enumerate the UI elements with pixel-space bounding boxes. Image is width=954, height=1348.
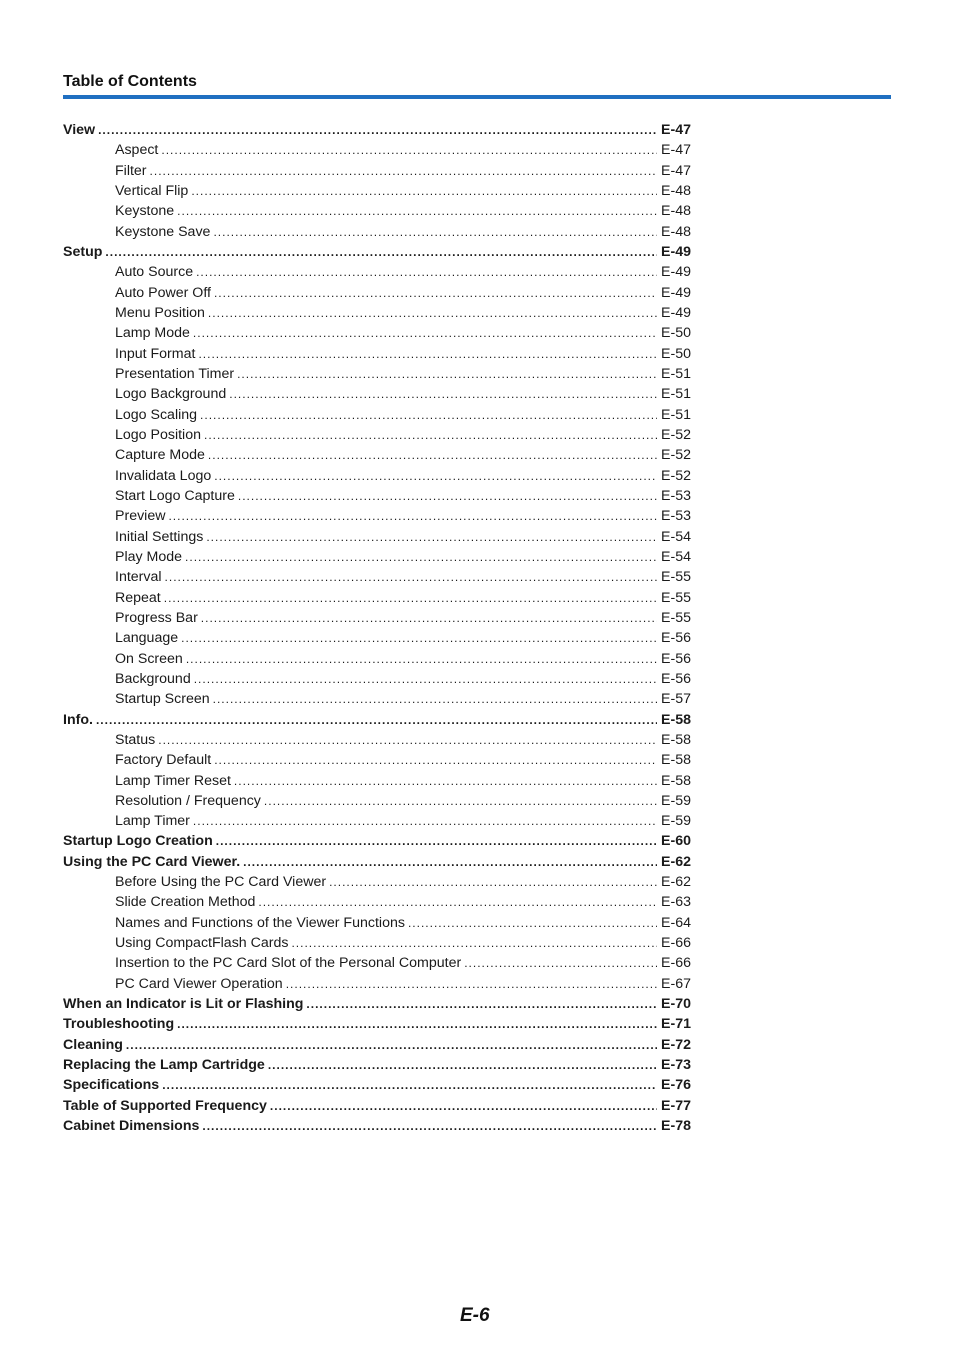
toc-entry-page: E-53 [661, 487, 691, 504]
toc-entry-page: E-60 [661, 833, 691, 850]
toc-subsection-entry[interactable] [63, 364, 691, 384]
toc-subsection-entry[interactable] [63, 771, 691, 791]
toc-entry-page: E-58 [661, 731, 691, 748]
toc-entry-label: Start Logo Capture [115, 487, 235, 504]
dot-leader [234, 771, 657, 791]
toc-entry-label: On Screen [115, 650, 183, 667]
toc-subsection-entry[interactable] [63, 750, 691, 770]
dot-leader [306, 994, 657, 1014]
dot-leader [214, 750, 657, 770]
toc-entry-page: E-51 [661, 406, 691, 423]
toc-entry-label: Menu Position [115, 304, 205, 321]
toc-entry-label: Input Format [115, 345, 196, 362]
dot-leader [238, 486, 657, 506]
toc-entry-page: E-49 [661, 264, 691, 281]
toc-entry-label: Keystone Save [115, 223, 211, 240]
toc-entry-label: Before Using the PC Card Viewer [115, 874, 327, 891]
toc-entry-page: E-58 [661, 752, 691, 769]
toc-entry-label: Info. [63, 711, 93, 728]
toc-entry-page: E-50 [661, 345, 691, 362]
toc-section-entry[interactable] [63, 1096, 691, 1116]
toc-entry-label: Keystone [115, 203, 175, 220]
toc-subsection-entry[interactable] [63, 649, 691, 669]
toc-subsection-entry[interactable] [63, 445, 691, 465]
toc-subsection-entry[interactable] [63, 953, 691, 973]
toc-entry-page: E-53 [661, 508, 691, 525]
dot-leader [181, 628, 657, 648]
toc-entry-page: E-71 [661, 1016, 691, 1033]
toc-entry-page: E-59 [661, 813, 691, 830]
toc-entry-label: Progress Bar [115, 609, 198, 626]
toc-subsection-entry[interactable] [63, 892, 691, 912]
toc-subsection-entry[interactable] [63, 262, 691, 282]
toc-entry-page: E-56 [661, 650, 691, 667]
toc-subsection-entry[interactable] [63, 344, 691, 364]
toc-entry-label: Lamp Timer [115, 813, 190, 830]
toc-subsection-entry[interactable] [63, 222, 691, 242]
dot-leader [214, 466, 657, 486]
toc-entry-page: E-47 [661, 142, 691, 159]
toc-entry-page: E-62 [661, 853, 691, 870]
dot-leader [185, 547, 657, 567]
toc-entry-page: E-49 [661, 243, 691, 260]
toc-subsection-entry[interactable] [63, 689, 691, 709]
dot-leader [96, 710, 657, 730]
toc-entry-page: E-64 [661, 914, 691, 931]
toc-entry-page: E-52 [661, 447, 691, 464]
dot-leader [237, 364, 657, 384]
toc-entry-page: E-52 [661, 467, 691, 484]
toc-entry-page: E-47 [661, 162, 691, 179]
toc-entry-label: Troubleshooting [63, 1016, 175, 1033]
dot-leader [216, 831, 657, 851]
toc-entry-label: Aspect [115, 142, 159, 159]
dot-leader [177, 201, 657, 221]
toc-subsection-entry[interactable] [63, 323, 691, 343]
dot-leader [201, 608, 657, 628]
toc-entry-page: E-49 [661, 284, 691, 301]
dot-leader [229, 384, 657, 404]
toc-subsection-entry[interactable] [63, 669, 691, 689]
toc-entry-page: E-55 [661, 589, 691, 606]
toc-subsection-entry[interactable] [63, 588, 691, 608]
toc-subsection-entry[interactable] [63, 405, 691, 425]
dot-leader [150, 161, 658, 181]
dot-leader [186, 649, 657, 669]
toc-section-entry[interactable] [63, 831, 691, 851]
toc-entry-page: E-50 [661, 325, 691, 342]
toc-section-entry[interactable] [63, 994, 691, 1014]
toc-entry-label: Auto Source [115, 264, 194, 281]
dot-leader [204, 425, 657, 445]
dot-leader [213, 222, 657, 242]
toc-entry-page: E-62 [661, 874, 691, 891]
toc-section-entry[interactable] [63, 120, 691, 140]
toc-entry-page: E-77 [661, 1097, 691, 1114]
page-number: E-6 [460, 1305, 490, 1326]
toc-entry-label: Table of Supported Frequency [63, 1097, 267, 1114]
toc-entry-label: Lamp Mode [115, 325, 190, 342]
dot-leader [193, 811, 657, 831]
toc-entry-label: Using the PC Card Viewer. [63, 853, 241, 870]
toc-subsection-entry[interactable] [63, 872, 691, 892]
dot-leader [194, 669, 657, 689]
toc-subsection-entry[interactable] [63, 140, 691, 160]
toc-entry-page: E-51 [661, 386, 691, 403]
dot-leader [105, 242, 657, 262]
toc-subsection-entry[interactable] [63, 527, 691, 547]
toc-entry-label: Resolution / Frequency [115, 792, 261, 809]
dot-leader [408, 913, 657, 933]
toc-entry-page: E-55 [661, 609, 691, 626]
dot-leader [208, 445, 657, 465]
dot-leader [268, 1055, 657, 1075]
toc-subsection-entry[interactable] [63, 974, 691, 994]
toc-entry-page: E-70 [661, 996, 691, 1013]
toc-entry-label: Repeat [115, 589, 161, 606]
toc-entry-label: Lamp Timer Reset [115, 772, 231, 789]
toc-subsection-entry[interactable] [63, 547, 691, 567]
toc-entry-page: E-55 [661, 569, 691, 586]
dot-leader [98, 120, 657, 140]
toc-entry-page: E-56 [661, 670, 691, 687]
dot-leader [126, 1035, 657, 1055]
dot-leader [214, 283, 657, 303]
dot-leader [162, 1075, 657, 1095]
toc-entry-label: Background [115, 670, 191, 687]
dot-leader [164, 588, 657, 608]
toc-entry-page: E-72 [661, 1036, 691, 1053]
dot-leader [286, 974, 657, 994]
dot-leader [202, 1116, 657, 1136]
toc-subsection-entry[interactable] [63, 201, 691, 221]
toc-entry-page: E-48 [661, 203, 691, 220]
toc-entry-page: E-54 [661, 548, 691, 565]
toc-section-entry[interactable] [63, 710, 691, 730]
toc-entry-page: E-52 [661, 426, 691, 443]
toc-entry-page: E-48 [661, 182, 691, 199]
toc-section-entry[interactable] [63, 242, 691, 262]
dot-leader [264, 791, 657, 811]
toc-entry-label: Startup Logo Creation [63, 833, 213, 850]
dot-leader [329, 872, 657, 892]
toc-entry-label: Initial Settings [115, 528, 204, 545]
toc-subsection-entry[interactable] [63, 811, 691, 831]
toc-subsection-entry[interactable] [63, 181, 691, 201]
dot-leader [196, 262, 657, 282]
dot-leader [161, 140, 657, 160]
toc-subsection-entry[interactable] [63, 425, 691, 445]
toc-section-entry[interactable] [63, 852, 691, 872]
toc-entry-label: Setup [63, 243, 103, 260]
dot-leader [464, 953, 657, 973]
toc-entry-page: E-76 [661, 1077, 691, 1094]
toc-entry-label: Specifications [63, 1077, 160, 1094]
toc-entry-page: E-48 [661, 223, 691, 240]
page-title: Table of Contents [63, 73, 197, 90]
toc-subsection-entry[interactable] [63, 567, 691, 587]
toc-section-entry[interactable] [63, 1116, 691, 1136]
toc-subsection-entry[interactable] [63, 303, 691, 323]
toc-entry-label: Using CompactFlash Cards [115, 935, 289, 952]
toc-entry-page: E-67 [661, 975, 691, 992]
dot-leader [208, 303, 657, 323]
toc-entry-label: Slide Creation Method [115, 894, 256, 911]
toc-entry-label: When an Indicator is Lit or Flashing [63, 996, 304, 1013]
dot-leader [270, 1096, 657, 1116]
toc-entry-label: Replacing the Lamp Cartridge [63, 1057, 265, 1074]
toc-subsection-entry[interactable] [63, 466, 691, 486]
dot-leader [193, 323, 657, 343]
toc-entry-label: Names and Functions of the Viewer Functions [115, 914, 405, 931]
toc-entry-label: Capture Mode [115, 447, 205, 464]
dot-leader [158, 730, 657, 750]
dot-leader [243, 852, 657, 872]
toc-subsection-entry[interactable] [63, 933, 691, 953]
toc-subsection-entry[interactable] [63, 913, 691, 933]
toc-entry-label: Logo Background [115, 386, 227, 403]
toc-subsection-entry[interactable] [63, 486, 691, 506]
toc-entry-label: View [63, 122, 96, 138]
header-rule [63, 95, 891, 99]
toc-entry-label: Factory Default [115, 752, 212, 769]
toc-entry-label: Insertion to the PC Card Slot of the Personal Computer [115, 955, 462, 972]
toc-section-entry[interactable] [63, 1014, 691, 1034]
toc-entry-label: Logo Position [115, 426, 201, 443]
toc-entry-page: E-49 [661, 304, 691, 321]
toc-entry-label: Filter [115, 162, 147, 179]
toc-entry-page: E-59 [661, 792, 691, 809]
toc-entry-label: Vertical Flip [115, 182, 189, 199]
toc-subsection-entry[interactable] [63, 730, 691, 750]
toc-entry-label: Logo Scaling [115, 406, 198, 423]
toc-subsection-entry[interactable] [63, 506, 691, 526]
toc-entry-page: E-58 [661, 711, 691, 728]
dot-leader [258, 892, 657, 912]
toc-entry-page: E-66 [661, 955, 691, 972]
toc-entry-label: Startup Screen [115, 691, 210, 708]
toc-entry-label: Auto Power Off [115, 284, 211, 301]
toc-entry-label: Status [115, 731, 156, 748]
toc-entry-label: Language [115, 630, 179, 647]
dot-leader [191, 181, 657, 201]
toc-section-entry[interactable] [63, 1035, 691, 1055]
toc-entry-page: E-51 [661, 365, 691, 382]
dot-leader [206, 527, 657, 547]
toc-entry-label: Play Mode [115, 548, 183, 565]
toc-subsection-entry[interactable] [63, 384, 691, 404]
toc-section-entry[interactable] [63, 1075, 691, 1095]
toc-entry-label: Cleaning [63, 1036, 123, 1053]
toc-entry-page: E-78 [661, 1118, 691, 1135]
toc-entry-label: Invalidata Logo [115, 467, 212, 484]
toc-entry-page: E-47 [661, 122, 691, 138]
dot-leader [177, 1014, 657, 1034]
toc-entry-label: PC Card Viewer Operation [115, 975, 283, 992]
toc-subsection-entry[interactable] [63, 608, 691, 628]
toc-entry-page: E-73 [661, 1057, 691, 1074]
toc-entry-page: E-63 [661, 894, 691, 911]
toc-entry-page: E-58 [661, 772, 691, 789]
toc-entry-label: Preview [115, 508, 166, 525]
toc-entry-label: Cabinet Dimensions [63, 1118, 200, 1135]
toc-entry-page: E-66 [661, 935, 691, 952]
table-of-contents [63, 120, 691, 1136]
toc-entry-label: Presentation Timer [115, 365, 235, 382]
dot-leader [213, 689, 657, 709]
toc-entry-page: E-57 [661, 691, 691, 708]
toc-entry-label: Interval [115, 569, 162, 586]
toc-section-entry[interactable] [63, 1055, 691, 1075]
toc-subsection-entry[interactable] [63, 283, 691, 303]
dot-leader [291, 933, 657, 953]
toc-entry-page: E-56 [661, 630, 691, 647]
dot-leader [198, 344, 657, 364]
toc-entry-page: E-54 [661, 528, 691, 545]
dot-leader [200, 405, 657, 425]
dot-leader [168, 506, 657, 526]
toc-subsection-entry[interactable] [63, 791, 691, 811]
dot-leader [165, 567, 658, 587]
toc-subsection-entry[interactable] [63, 628, 691, 648]
toc-subsection-entry[interactable] [63, 161, 691, 181]
